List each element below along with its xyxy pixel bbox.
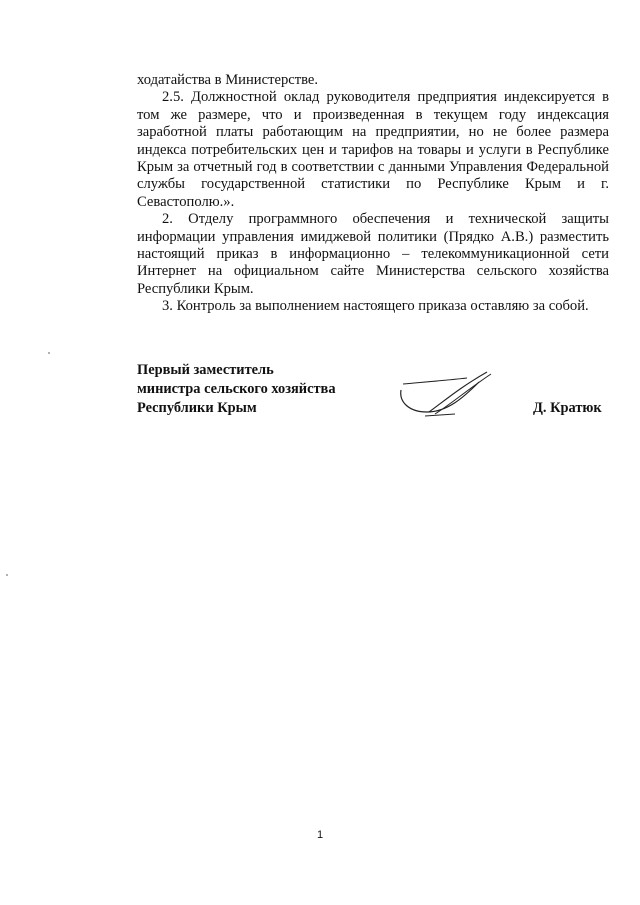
signer-name: Д. Кратюк (533, 400, 602, 416)
position-line-1: Первый заместитель (137, 362, 274, 378)
scan-speck (48, 352, 50, 354)
document-body (137, 72, 609, 316)
paragraph-3: 3. Контроль за выполнением настоящего приказа оставляю за собой. (162, 298, 589, 315)
handwritten-signature (395, 368, 505, 424)
scan-speck (6, 574, 8, 576)
signatory-position (137, 361, 336, 419)
paragraph-2-5: 2.5. Должностной оклад руководителя предприятия индексируется в том же размере, что и произведенная в текущем году индексация заработной платы работающим на предприятии, но не более размера индекса потребительских цен и тарифов на товары и услуги в Республике Крым за отчетный год в соответствии с данными Управления Федеральной службы государственной статистики по Республике Крым и г. Севастополю.». (137, 89, 609, 210)
page-number: 1 (316, 829, 324, 841)
position-line-2: министра сельского хозяйства (137, 381, 336, 398)
paragraph-2: 2. Отделу программного обеспечения и технической защиты информации управления имиджевой политики (Прядко А.В.) разместить настоящий приказ в информационно – телекоммуникационной сети Интернет на официальном сайте Министерства сельского хозяйства Республики Крым. (137, 211, 609, 297)
paragraph-continuation: ходатайства в Министерстве. (137, 72, 319, 88)
position-line-3: Республики Крым (137, 400, 257, 417)
